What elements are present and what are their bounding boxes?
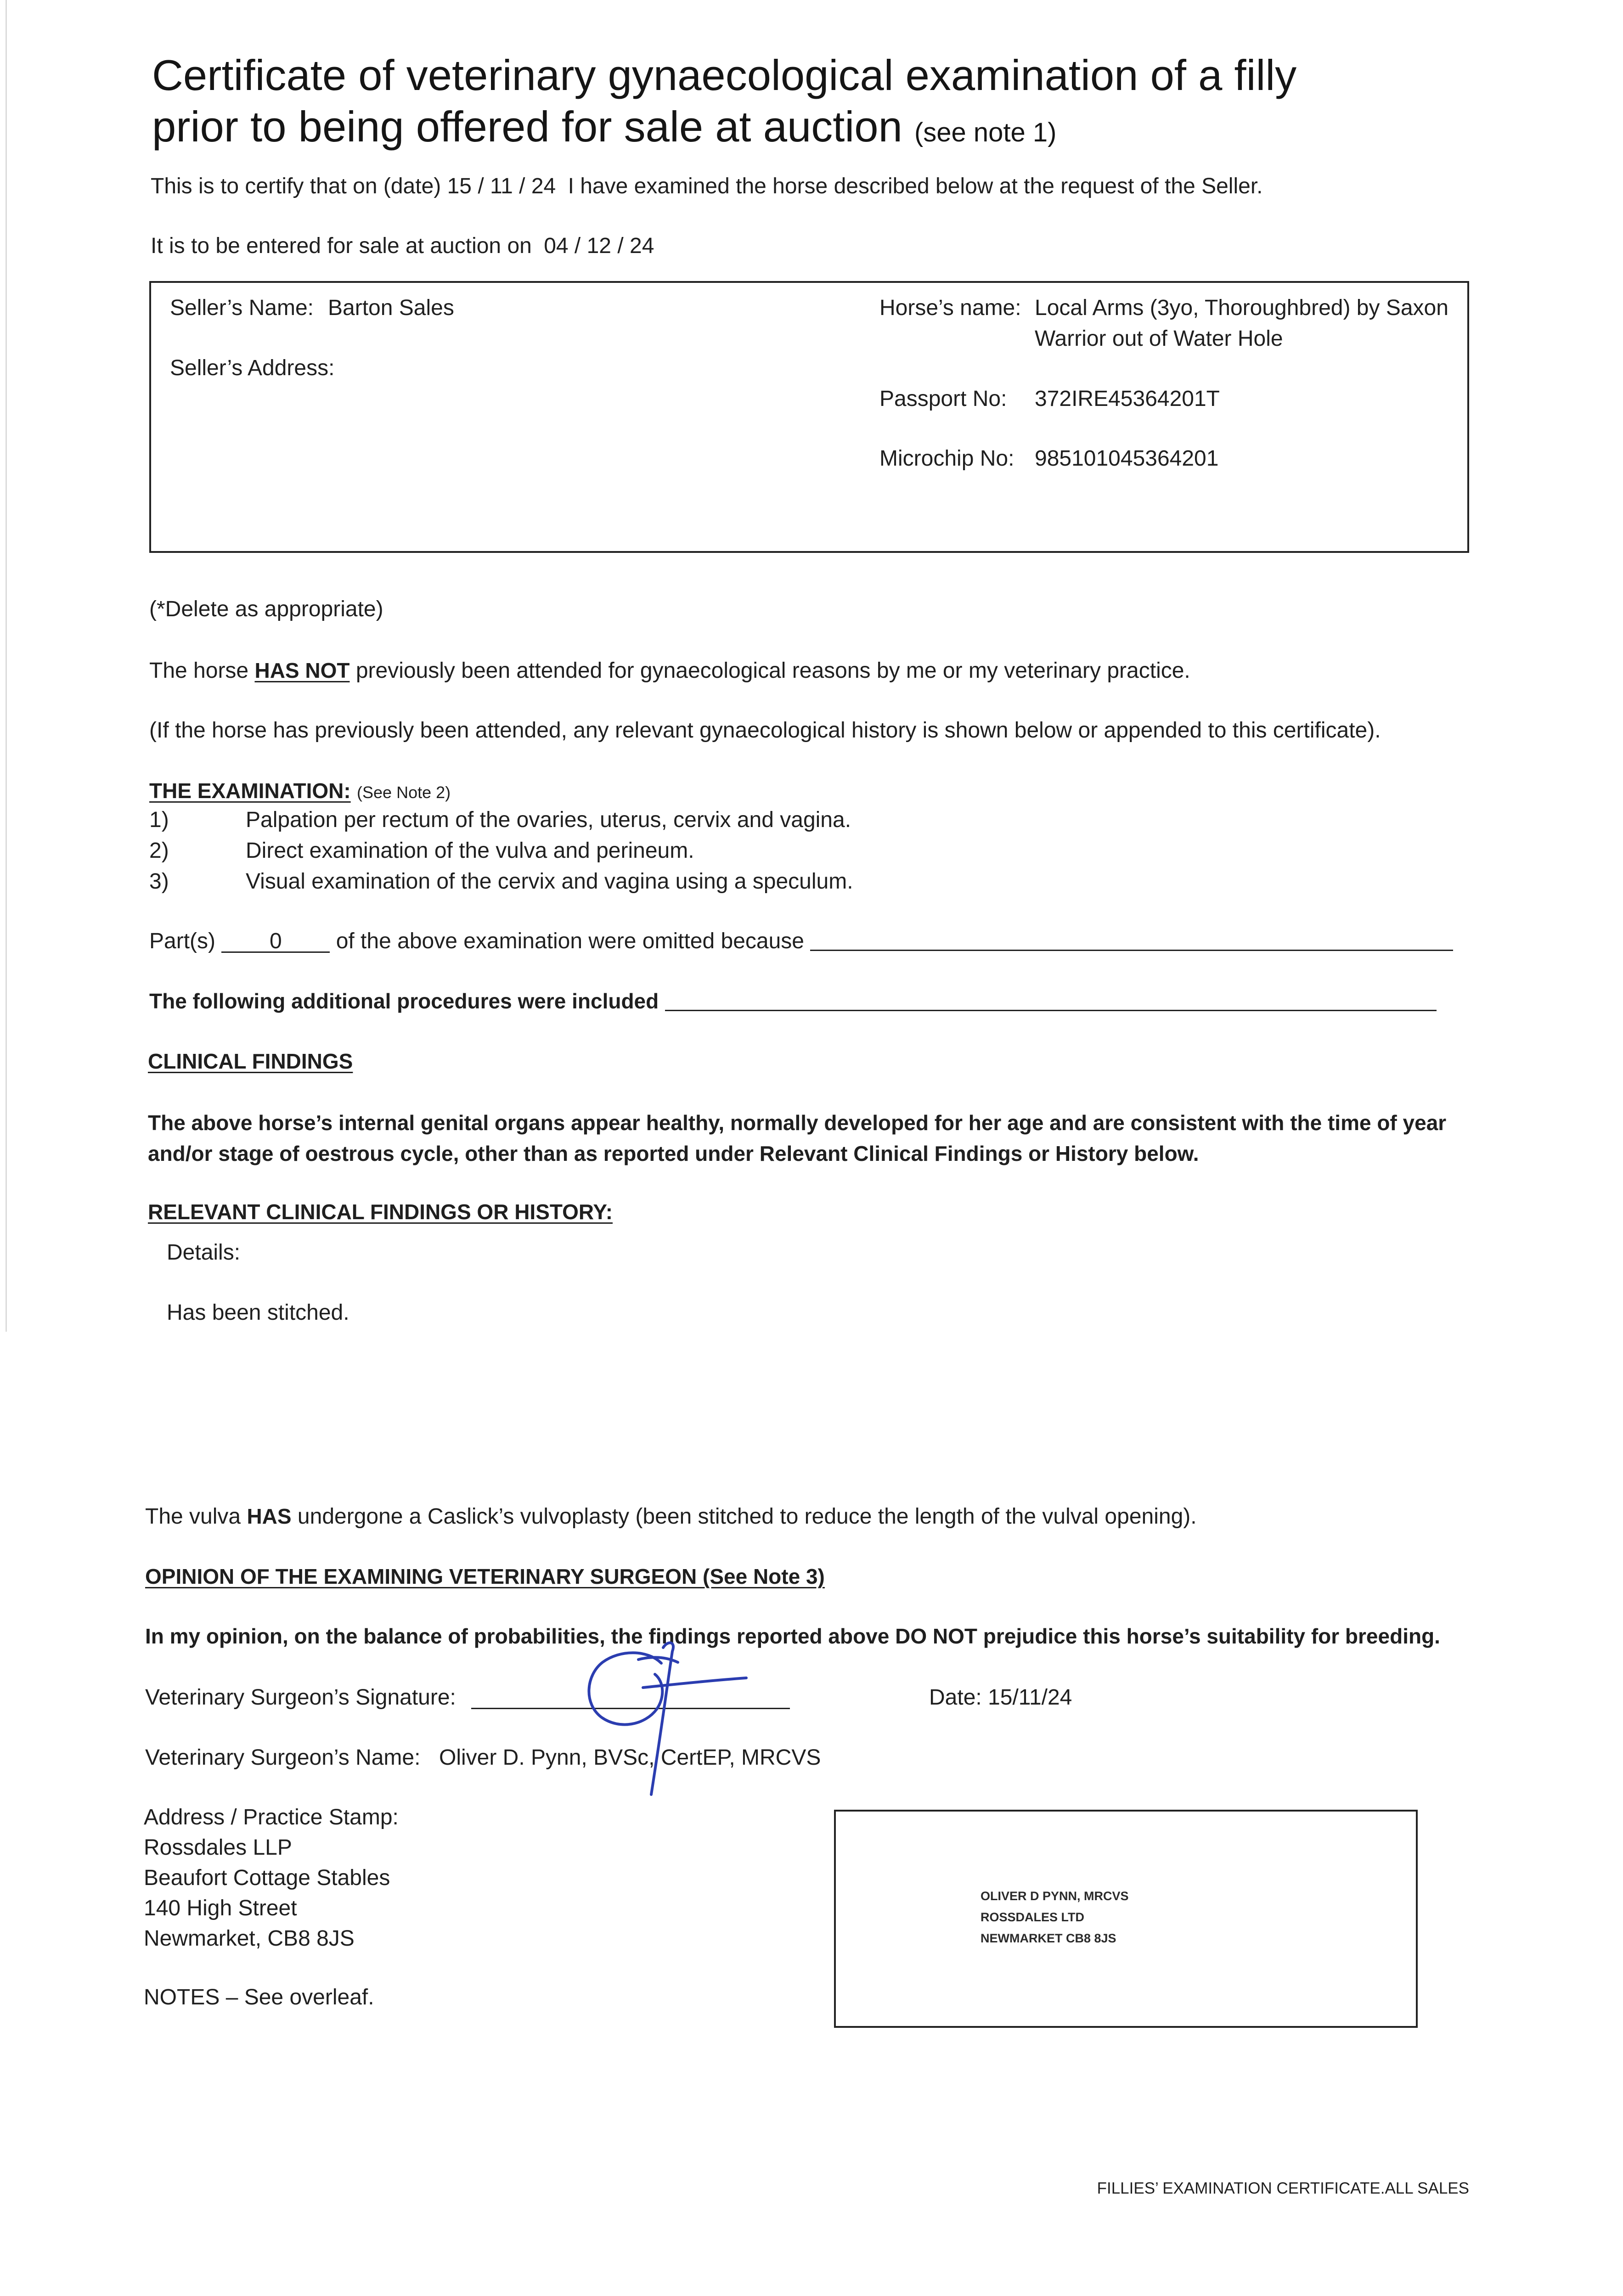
examination-heading-note: (See Note 2) xyxy=(357,783,451,802)
omitted-label: Part(s) xyxy=(149,929,215,953)
caslick-suffix: undergone a Caslick’s vulvoplasty (been stitched to reduce the length of the vulval opening). xyxy=(297,1504,1197,1529)
address-label: Address / Practice Stamp: xyxy=(144,1805,399,1829)
surgeon-name-label: Veterinary Surgeon’s Name: xyxy=(145,1745,421,1770)
list-item xyxy=(149,866,853,897)
passport-label: Passport No: xyxy=(879,387,1007,411)
opinion-statement: In my opinion, on the balance of probabilities, the findings reported above DO NOT prejudice this horse’s suitability for breeding. xyxy=(145,1624,1440,1648)
stamp-line: NEWMARKET CB8 8JS xyxy=(981,1931,1116,1945)
address-line: Beaufort Cottage Stables xyxy=(144,1866,390,1890)
relevant-findings-heading: RELEVANT CLINICAL FINDINGS OR HISTORY: xyxy=(148,1200,613,1224)
additional-procedures-blank xyxy=(665,1010,1437,1011)
examination-heading-text: THE EXAMINATION: xyxy=(149,779,351,803)
practice-stamp xyxy=(981,1885,1129,1949)
microchip-label: Microchip No: xyxy=(879,446,1014,471)
surgeon-name: Oliver D. Pynn, BVSc, CertEP, MRCVS xyxy=(439,1745,821,1770)
practice-stamp-box xyxy=(834,1810,1418,2028)
handwritten-signature xyxy=(569,1630,762,1805)
examination-steps xyxy=(149,805,853,897)
step-number: 3) xyxy=(149,869,169,894)
omitted-text: of the above examination were omitted because xyxy=(336,929,804,953)
step-number: 2) xyxy=(149,838,169,863)
seller-name-label: Seller’s Name: xyxy=(170,296,314,320)
scan-edge-line xyxy=(6,0,7,1332)
details-text: Has been stitched. xyxy=(167,1300,349,1325)
microchip-number: 985101045364201 xyxy=(1035,446,1219,471)
history-note: (If the horse has previously been attended, any relevant gynaecological history is shown below or appended to this certificate). xyxy=(149,718,1381,743)
title-note: (see note 1) xyxy=(914,118,1057,147)
date-label: Date: xyxy=(929,1685,982,1710)
step-text: Palpation per rectum of the ovaries, uterus, cervix and vagina. xyxy=(246,808,851,832)
examination-heading xyxy=(149,777,451,806)
list-item xyxy=(149,835,853,866)
examination-date-statement xyxy=(151,173,1263,200)
notes-line: NOTES – See overleaf. xyxy=(144,1985,374,2009)
caslick-prefix: The vulva xyxy=(145,1504,241,1529)
seller-address-label: Seller’s Address: xyxy=(170,356,335,380)
stamp-line: ROSSDALES LTD xyxy=(981,1910,1085,1924)
title-text: Certificate of veterinary gynaecological examination of a filly prior to being offered for sale at auction xyxy=(152,51,1297,151)
additional-procedures-line xyxy=(149,988,1437,1015)
horse-name-label: Horse’s name: xyxy=(879,296,1021,320)
certificate-title xyxy=(152,50,1328,158)
address-line: Rossdales LLP xyxy=(144,1835,292,1860)
step-number: 1) xyxy=(149,808,169,832)
step-text: Visual examination of the cervix and vagina using a speculum. xyxy=(246,869,853,894)
examination-date: 15 / 11 / 24 xyxy=(447,174,556,198)
additional-label: The following additional procedures were included xyxy=(149,989,659,1013)
details-label: Details: xyxy=(167,1240,241,1265)
delete-note: (*Delete as appropriate) xyxy=(149,597,383,621)
signature-date xyxy=(929,1684,1072,1711)
seller-horse-details-box xyxy=(149,281,1469,553)
omitted-parts-value: 0 xyxy=(221,931,330,953)
omitted-reason-blank xyxy=(810,950,1453,951)
passport-number: 372IRE45364201T xyxy=(1035,387,1220,411)
attendance-prefix: The horse xyxy=(149,658,249,683)
date-value: 15/11/24 xyxy=(988,1685,1072,1710)
signature-label: Veterinary Surgeon’s Signature: xyxy=(145,1685,456,1710)
auction-prefix: It is to be entered for sale at auction on xyxy=(151,234,532,258)
attendance-suffix: previously been attended for gynaecological reasons by me or my veterinary practice. xyxy=(355,658,1190,683)
attendance-status: HAS NOT xyxy=(254,658,350,682)
seller-name: Barton Sales xyxy=(328,296,454,320)
stamp-line: OLIVER D PYNN, MRCVS xyxy=(981,1889,1129,1903)
clinical-findings-statement: The above horse’s internal genital organs appear healthy, normally developed for her age and are consistent with the time of year and/or stage of oestrous cycle, other than as reported under Relevant Clinical Findings or History below. xyxy=(148,1111,1447,1165)
auction-date: 04 / 12 / 24 xyxy=(544,234,654,258)
horse-name: Local Arms (3yo, Thoroughbred) by Saxon Warrior out of Water Hole xyxy=(1035,296,1448,351)
clinical-findings-heading: CLINICAL FINDINGS xyxy=(148,1049,353,1073)
form-footer: FILLIES’ EXAMINATION CERTIFICATE.ALL SALES xyxy=(1097,2179,1469,2197)
practice-address xyxy=(144,1802,399,1954)
address-line: Newmarket, CB8 8JS xyxy=(144,1926,355,1951)
auction-date-statement xyxy=(151,233,654,259)
examined-prefix: This is to certify that on (date) xyxy=(151,174,441,198)
opinion-heading: OPINION OF THE EXAMINING VETERINARY SURGEON (See Note 3) xyxy=(145,1564,825,1588)
caslick-status: HAS xyxy=(247,1504,292,1528)
caslick-statement xyxy=(145,1503,1197,1530)
address-line: 140 High Street xyxy=(144,1896,297,1920)
omitted-parts-line xyxy=(149,928,1453,955)
attendance-statement xyxy=(149,657,1190,684)
list-item xyxy=(149,805,853,835)
examined-suffix: I have examined the horse described below at the request of the Seller. xyxy=(568,174,1263,198)
step-text: Direct examination of the vulva and perineum. xyxy=(246,838,694,863)
